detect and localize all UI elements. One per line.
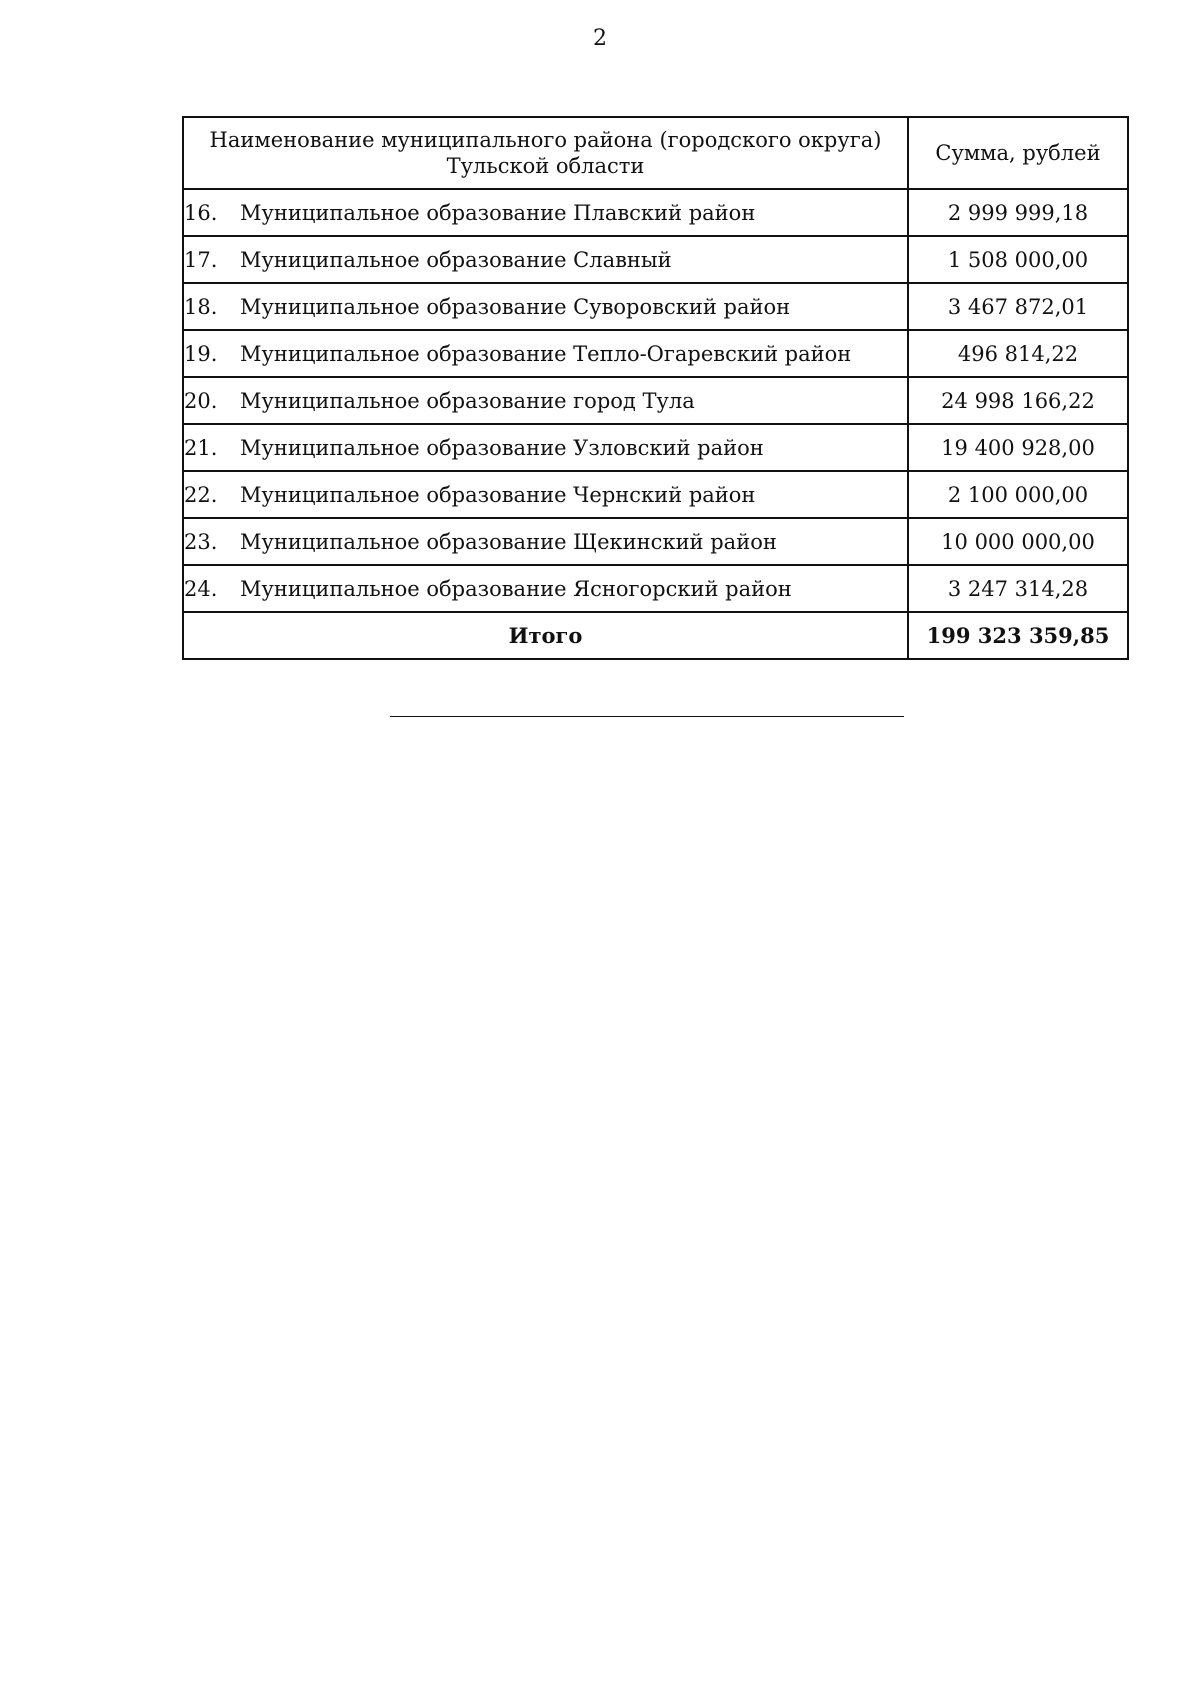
header-name-line2: Тульской области <box>446 154 645 178</box>
row-number: 22. <box>184 482 218 507</box>
header-name-line1: Наименование муниципального района (городского округа) <box>209 128 882 152</box>
row-name: Муниципальное образование Щекинский район <box>240 529 777 554</box>
name-cell <box>183 330 908 377</box>
table-row <box>183 189 1128 236</box>
table-row <box>183 424 1128 471</box>
row-number: 24. <box>184 576 218 601</box>
row-name: Муниципальное образование город Тула <box>240 388 695 413</box>
table-row <box>183 236 1128 283</box>
total-sum: 199 323 359,85 <box>908 612 1128 659</box>
row-sum: 3 467 872,01 <box>908 283 1128 330</box>
name-cell <box>183 424 908 471</box>
header-name-column <box>183 117 908 189</box>
table-row <box>183 377 1128 424</box>
row-sum: 3 247 314,28 <box>908 565 1128 612</box>
row-sum: 19 400 928,00 <box>908 424 1128 471</box>
row-number: 19. <box>184 341 218 366</box>
row-number: 18. <box>184 294 218 319</box>
row-sum: 10 000 000,00 <box>908 518 1128 565</box>
header-sum-column: Сумма, рублей <box>908 117 1128 189</box>
total-row <box>183 612 1128 659</box>
row-name: Муниципальное образование Узловский район <box>240 435 764 460</box>
row-name: Муниципальное образование Ясногорский район <box>240 576 792 601</box>
row-number: 17. <box>184 247 218 272</box>
name-cell <box>183 189 908 236</box>
table-row <box>183 518 1128 565</box>
row-name: Муниципальное образование Славный <box>240 247 672 272</box>
row-name: Муниципальное образование Суворовский район <box>240 294 791 319</box>
name-cell <box>183 518 908 565</box>
row-number: 21. <box>184 435 218 460</box>
table-row <box>183 330 1128 377</box>
page-number: 2 <box>593 26 607 51</box>
row-number: 16. <box>184 200 218 225</box>
name-cell <box>183 236 908 283</box>
name-cell <box>183 377 908 424</box>
row-number: 23. <box>184 529 218 554</box>
table-header-row <box>183 117 1128 189</box>
table-row <box>183 283 1128 330</box>
row-name: Муниципальное образование Плавский район <box>240 200 756 225</box>
row-number: 20. <box>184 388 218 413</box>
name-cell <box>183 565 908 612</box>
row-sum: 2 999 999,18 <box>908 189 1128 236</box>
row-name: Муниципальное образование Чернский район <box>240 482 756 507</box>
end-separator-line <box>390 716 904 717</box>
row-sum: 1 508 000,00 <box>908 236 1128 283</box>
total-label: Итого <box>183 612 908 659</box>
row-sum: 24 998 166,22 <box>908 377 1128 424</box>
row-name: Муниципальное образование Тепло-Огаревский район <box>240 341 852 366</box>
name-cell <box>183 471 908 518</box>
table-row <box>183 565 1128 612</box>
table-row <box>183 471 1128 518</box>
allocation-table <box>182 116 1129 660</box>
row-sum: 496 814,22 <box>908 330 1128 377</box>
row-sum: 2 100 000,00 <box>908 471 1128 518</box>
name-cell <box>183 283 908 330</box>
